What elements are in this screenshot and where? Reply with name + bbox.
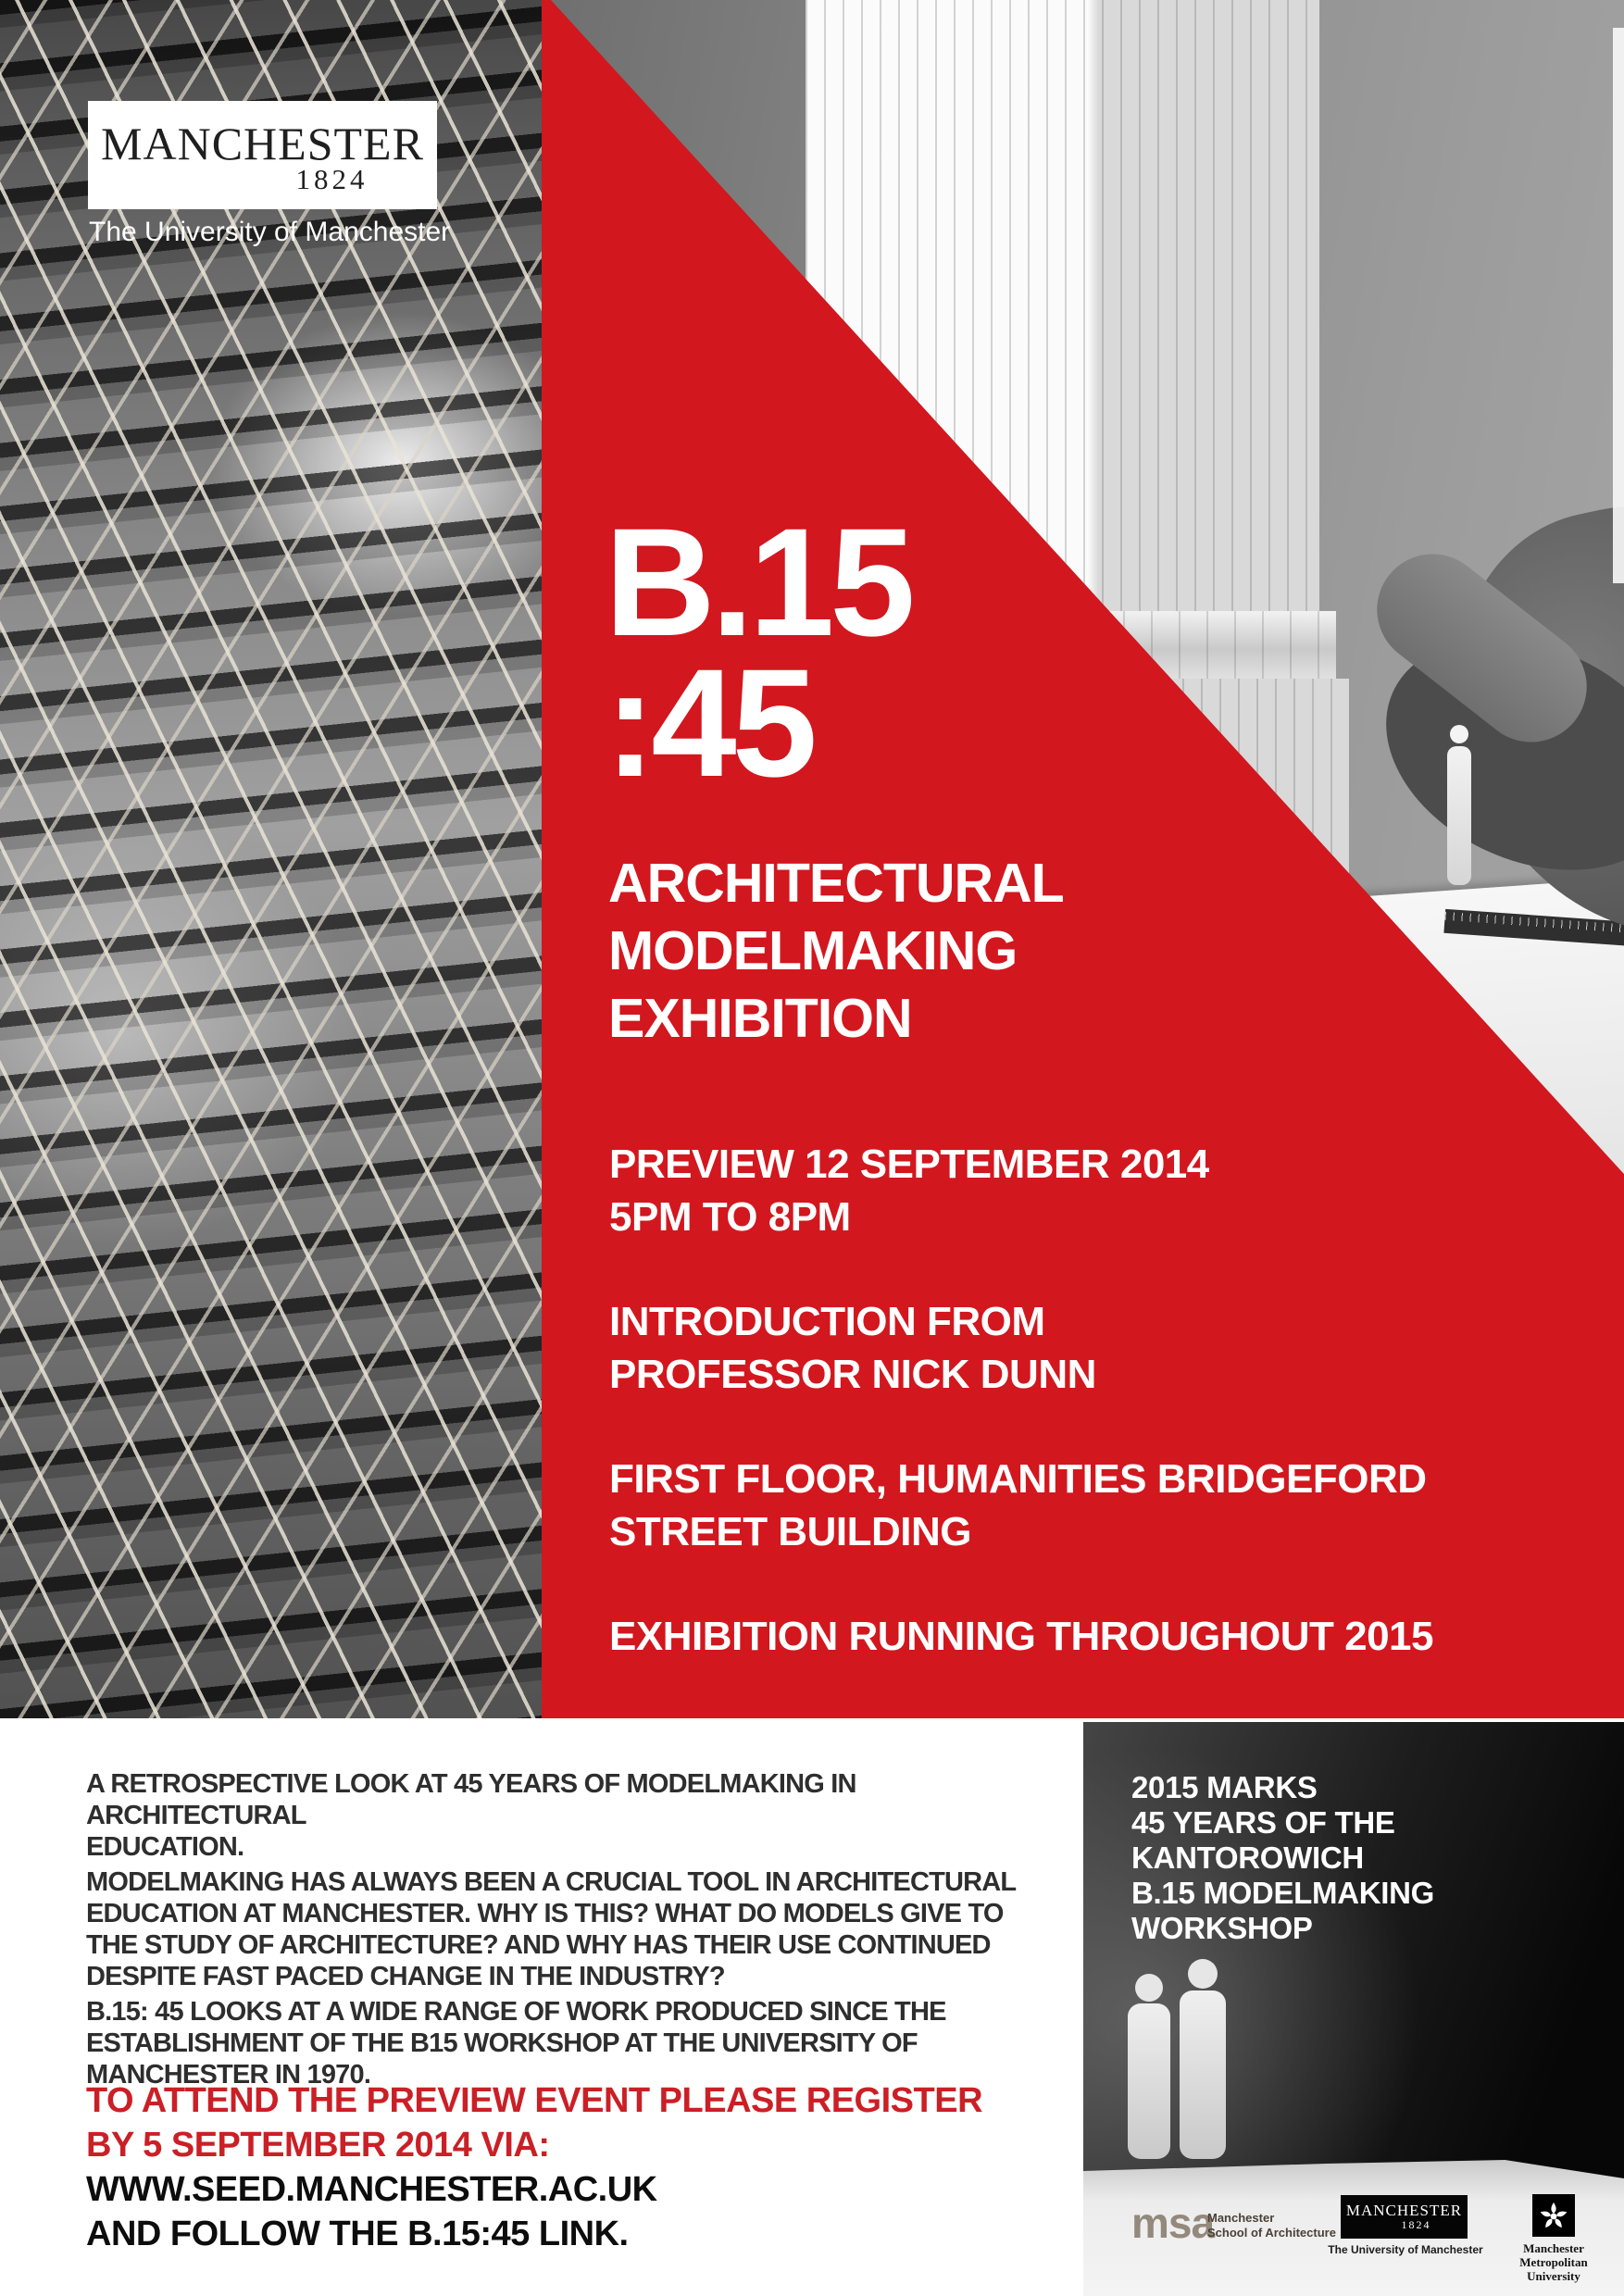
figurine-body bbox=[1447, 746, 1471, 885]
panel-line: B.15 MODELMAKING bbox=[1131, 1876, 1435, 1910]
mmu-rose-icon bbox=[1538, 2200, 1569, 2231]
title-line-1: B.15 bbox=[605, 497, 911, 668]
panel-line: 2015 MARKS bbox=[1131, 1770, 1318, 1804]
mmu-name-line: University bbox=[1527, 2269, 1580, 2283]
uom-tagline: The University of Manchester bbox=[89, 217, 451, 247]
body-line: A RETROSPECTIVE LOOK AT 45 YEARS OF MODELMAKING IN ARCHITECTURAL bbox=[86, 1769, 856, 1830]
body-line: EDUCATION AT MANCHESTER. WHY IS THIS? WHAT DO MODELS GIVE TO bbox=[86, 1899, 1004, 1928]
mmu-name-line: Manchester bbox=[1523, 2241, 1584, 2255]
figurine-body bbox=[1180, 1990, 1226, 2159]
panel-line: 45 YEARS OF THE bbox=[1131, 1805, 1395, 1840]
photo-edge-highlight bbox=[1613, 28, 1624, 583]
registration-call-to-action bbox=[86, 2078, 982, 2256]
detail-line: FIRST FLOOR, HUMANITIES BRIDGEFORD bbox=[609, 1456, 1427, 1502]
body-paragraph-2 bbox=[86, 1866, 1068, 1992]
event-introduction bbox=[609, 1295, 1433, 1401]
figurine-head bbox=[1450, 725, 1468, 743]
white-figurine-left bbox=[1128, 1974, 1170, 2159]
mmu-logo-name bbox=[1498, 2241, 1609, 2283]
figurine-head bbox=[1188, 1959, 1218, 1989]
anniversary-panel bbox=[1083, 1722, 1624, 2296]
cta-url: WWW.SEED.MANCHESTER.AC.UK bbox=[86, 2170, 657, 2209]
panel-line: WORKSHOP bbox=[1131, 1911, 1313, 1945]
cta-register-line: BY 5 SEPTEMBER 2014 VIA: bbox=[86, 2126, 550, 2165]
uom-footer-logo bbox=[1341, 2195, 1468, 2239]
cta-url-follow: AND FOLLOW THE B.15:45 LINK. bbox=[86, 2215, 629, 2253]
mmu-logo bbox=[1532, 2194, 1575, 2237]
poster-subtitle bbox=[608, 850, 1064, 1053]
figurine-head bbox=[1135, 1974, 1163, 2002]
uom-year: 1824 bbox=[295, 163, 369, 195]
msa-logo: msa bbox=[1131, 2199, 1215, 2247]
detail-line: EXHIBITION RUNNING THROUGHOUT 2015 bbox=[609, 1614, 1433, 1659]
msa-name-line: School of Architecture bbox=[1207, 2226, 1336, 2240]
red-hero-panel bbox=[542, 0, 1624, 1718]
body-line: B.15: 45 LOOKS AT A WIDE RANGE OF WORK PRODUCED SINCE THE bbox=[86, 1997, 946, 2027]
body-line: MANCHESTER IN 1970. bbox=[86, 2060, 371, 2090]
body-line: MODELMAKING HAS ALWAYS BEEN A CRUCIAL TOOL IN ARCHITECTURAL bbox=[86, 1867, 1017, 1897]
body-line: THE STUDY OF ARCHITECTURE? AND WHY HAS THEIR USE CONTINUED bbox=[86, 1930, 991, 1960]
detail-line: PREVIEW 12 SEPTEMBER 2014 bbox=[609, 1142, 1209, 1187]
subtitle-line: MODELMAKING bbox=[608, 920, 1018, 981]
uom-footer-year: 1824 bbox=[1401, 2218, 1431, 2231]
event-preview-date bbox=[609, 1138, 1433, 1243]
panel-line: KANTOROWICH bbox=[1131, 1841, 1364, 1875]
uom-wordmark: MANCHESTER bbox=[101, 118, 424, 169]
poster-title bbox=[605, 497, 911, 809]
detail-line: PROFESSOR NICK DUNN bbox=[609, 1352, 1096, 1397]
msa-logo-name bbox=[1207, 2211, 1336, 2240]
body-copy bbox=[86, 1768, 1068, 2094]
detail-line: INTRODUCTION FROM bbox=[609, 1299, 1045, 1344]
mmu-name-line: Metropolitan bbox=[1519, 2255, 1588, 2269]
white-figurine-right bbox=[1180, 1959, 1226, 2159]
detail-line: 5PM TO 8PM bbox=[609, 1194, 851, 1240]
left-photo-tower-model bbox=[0, 0, 542, 1718]
msa-name-line: Manchester bbox=[1207, 2211, 1275, 2225]
event-duration bbox=[609, 1610, 1433, 1663]
event-details bbox=[609, 1138, 1433, 1715]
detail-line: STREET BUILDING bbox=[609, 1509, 971, 1554]
model-figurine bbox=[1447, 725, 1471, 886]
bottom-section bbox=[0, 1718, 1624, 2296]
uom-footer-tagline: The University of Manchester bbox=[1328, 2243, 1483, 2256]
subtitle-line: EXHIBITION bbox=[608, 988, 912, 1049]
event-location bbox=[609, 1453, 1433, 1558]
anniversary-text bbox=[1131, 1770, 1434, 1946]
body-line: DESPITE FAST PACED CHANGE IN THE INDUSTRY? bbox=[86, 1962, 725, 1991]
subtitle-line: ARCHITECTURAL bbox=[608, 853, 1064, 914]
body-paragraph-1 bbox=[86, 1768, 1068, 1863]
body-line: ESTABLISHMENT OF THE B15 WORKSHOP AT THE UNIVERSITY OF bbox=[86, 2028, 918, 2058]
figurine-body bbox=[1128, 2003, 1170, 2159]
title-line-2: :45 bbox=[605, 638, 813, 809]
uom-footer-wordmark: MANCHESTER bbox=[1345, 2202, 1463, 2219]
body-paragraph-3 bbox=[86, 1996, 1068, 2090]
body-line: EDUCATION. bbox=[86, 1832, 244, 1862]
cta-register-line: TO ATTEND THE PREVIEW EVENT PLEASE REGISTER bbox=[86, 2081, 983, 2120]
university-of-manchester-logo bbox=[88, 101, 437, 209]
